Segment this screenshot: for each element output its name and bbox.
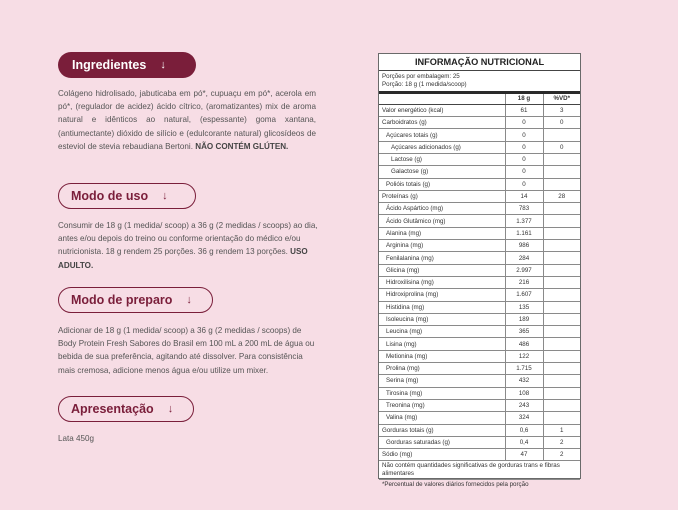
nutrient-amount: 189: [505, 313, 543, 325]
nutrition-row: [379, 375, 580, 387]
nutrient-name: Hidroxiprolina (mg): [379, 289, 505, 301]
nutrient-name: Gorduras totais (g): [379, 424, 505, 436]
apresentacao-title: Apresentação: [71, 402, 154, 416]
nutrition-row: [379, 154, 580, 166]
modo-uso-title: Modo de uso: [71, 189, 149, 203]
nutrient-daily-value: [543, 203, 580, 215]
nutrient-amount: 108: [505, 387, 543, 399]
nutrient-daily-value: 28: [543, 190, 580, 202]
chevron-down-icon: ↓: [167, 402, 174, 415]
nutrition-row: [379, 350, 580, 362]
modo-uso-button[interactable]: [58, 183, 196, 209]
nutrient-amount: 0: [505, 166, 543, 178]
modo-uso-adult-note: USO ADULTO.: [58, 247, 308, 270]
nutrient-name: Tirosina (mg): [379, 387, 505, 399]
daily-value-column-header: %VD*: [543, 94, 580, 105]
nutrient-daily-value: 2: [543, 449, 580, 461]
modo-preparo-title: Modo de preparo: [71, 293, 173, 307]
nutrient-name: Fenilalanina (mg): [379, 252, 505, 264]
chevron-down-icon: ↓: [162, 189, 168, 202]
nutrient-amount: 216: [505, 276, 543, 288]
nutrient-name: Carboidratos (g): [379, 117, 505, 129]
ingredientes-body: Colágeno hidrolisado, jabuticaba em pó*, cupuaçu em pó*, acerola em pó*, (regulador de acidez) ácido cítrico, (aromatizantes) mix de aroma natural e idênticos ao natural, (espessante) goma xantana, (antiumectante) dióxido de silício e (edulcorante natural) glicosídeos de esteviol de stevia rebaudiana Bertoni.: [58, 89, 316, 151]
nutrient-name: Leucina (mg): [379, 326, 505, 338]
modo-preparo-section: [58, 287, 320, 377]
nutrient-amount: 2.997: [505, 264, 543, 276]
modo-preparo-text: Adicionar de 18 g (1 medida/ scoop) a 36 g (2 medidas / scoops) de Body Protein Fresh Sabores do Brasil em 100 mL a 200 mL de água ou bebida de sua preferência, agitando até dissolver. Para consistência mais cremosa, adicione menos água e/ou utilize um mixer.: [58, 326, 315, 375]
nutrition-row: [379, 363, 580, 375]
modo-uso-section: [58, 183, 320, 272]
nutrition-header-row: [379, 94, 580, 105]
nutrition-title: INFORMAÇÃO NUTRICIONAL: [379, 54, 580, 71]
nutrient-daily-value: [543, 289, 580, 301]
nutrient-name: Ácido Aspártico (mg): [379, 203, 505, 215]
modo-uso-text: [58, 219, 320, 272]
nutrient-amount: 986: [505, 240, 543, 252]
nutrition-row: [379, 436, 580, 448]
nutrient-amount: 1.607: [505, 289, 543, 301]
ingredientes-gluten-note: NÃO CONTÉM GLÚTEN.: [195, 141, 289, 151]
nutrient-amount: 783: [505, 203, 543, 215]
nutrient-amount: 0: [505, 117, 543, 129]
nutrition-row: [379, 215, 580, 227]
nutrition-row: [379, 276, 580, 288]
nutrition-row: [379, 190, 580, 202]
nutrient-daily-value: [543, 215, 580, 227]
nutrient-daily-value: [543, 387, 580, 399]
nutrition-row: [379, 264, 580, 276]
nutrient-name: Açúcares adicionados (g): [379, 141, 505, 153]
nutrient-amount: 1.161: [505, 227, 543, 239]
nutrient-amount: 47: [505, 449, 543, 461]
nutrition-grid: [379, 94, 580, 462]
nutrient-amount: 1.715: [505, 363, 543, 375]
nutrient-name: Valor energético (kcal): [379, 104, 505, 116]
nutrient-amount: 14: [505, 190, 543, 202]
nutrition-facts-table: [378, 53, 581, 489]
chevron-down-icon: ↓: [186, 293, 192, 306]
nutrient-name: Valina (mg): [379, 412, 505, 424]
nutrient-name: Alanina (mg): [379, 227, 505, 239]
nutrient-daily-value: [543, 178, 580, 190]
nutrient-amount: 365: [505, 326, 543, 338]
nutrient-amount: 135: [505, 301, 543, 313]
ingredientes-text: [58, 87, 316, 153]
nutrient-daily-value: 2: [543, 436, 580, 448]
nutrient-daily-value: [543, 363, 580, 375]
nutrient-daily-value: 1: [543, 424, 580, 436]
nutrition-row: [379, 252, 580, 264]
ingredientes-section: [58, 52, 316, 153]
nutrition-row: [379, 141, 580, 153]
nutrient-amount: 0: [505, 178, 543, 190]
nutrient-amount: 486: [505, 338, 543, 350]
nutrient-amount: 0: [505, 141, 543, 153]
nutrient-amount: 284: [505, 252, 543, 264]
nutrient-amount: 0,6: [505, 424, 543, 436]
nutrient-name: Galactose (g): [379, 166, 505, 178]
nutrient-daily-value: [543, 375, 580, 387]
nutrient-daily-value: [543, 326, 580, 338]
nutrient-daily-value: [543, 166, 580, 178]
nutrient-amount: 243: [505, 399, 543, 411]
nutrient-name: Histidina (mg): [379, 301, 505, 313]
nutrition-row: [379, 227, 580, 239]
nutrition-row: [379, 129, 580, 141]
nutrient-name: Polióis totais (g): [379, 178, 505, 190]
apresentacao-section: [58, 396, 194, 445]
modo-uso-body: Consumir de 18 g (1 medida/ scoop) a 36 g (2 medidas / scoops) ao dia, antes e/ou depois do treino ou conforme orientação do médico e/ou nutricionista. 18 g rendem 25 porções. 36 g rendem 13 porções.: [58, 221, 318, 257]
nutrition-row: [379, 203, 580, 215]
nutrient-amount: 0: [505, 154, 543, 166]
nutrient-name: Proteínas (g): [379, 190, 505, 202]
nutrient-name: Treonina (mg): [379, 399, 505, 411]
nutrient-name: Isoleucina (mg): [379, 313, 505, 325]
nutrient-daily-value: [543, 301, 580, 313]
nutrient-daily-value: [543, 276, 580, 288]
apresentacao-text: Lata 450g: [58, 434, 95, 443]
nutrient-name: Gorduras saturadas (g): [379, 436, 505, 448]
nutrition-row: [379, 178, 580, 190]
nutrient-name: Glicina (mg): [379, 264, 505, 276]
nutrient-amount: 1.377: [505, 215, 543, 227]
nutrient-name: Lisina (mg): [379, 338, 505, 350]
ingredientes-title: Ingredientes: [72, 58, 147, 72]
nutrition-footnote: Não contém quantidades significativas de gorduras trans e fibras alimentares: [379, 461, 580, 480]
nutrient-name: Metionina (mg): [379, 350, 505, 362]
amount-column-header: 18 g: [505, 94, 543, 105]
nutrient-amount: 324: [505, 412, 543, 424]
nutrient-name: Lactose (g): [379, 154, 505, 166]
nutrient-daily-value: 0: [543, 117, 580, 129]
nutrient-amount: 122: [505, 350, 543, 362]
nutrient-daily-value: [543, 313, 580, 325]
nutrition-row: [379, 387, 580, 399]
nutrition-row: [379, 166, 580, 178]
nutrition-row: [379, 289, 580, 301]
nutrient-daily-value: [543, 350, 580, 362]
nutrient-name: Prolina (mg): [379, 363, 505, 375]
nutrient-amount: 0: [505, 129, 543, 141]
nutrient-daily-value: [543, 264, 580, 276]
nutrition-row: [379, 424, 580, 436]
nutrient-daily-value: [543, 240, 580, 252]
nutrition-row: [379, 117, 580, 129]
nutrition-row: [379, 412, 580, 424]
nutrient-daily-value: 0: [543, 141, 580, 153]
nutrient-daily-value: 3: [543, 104, 580, 116]
nutrient-amount: 0,4: [505, 436, 543, 448]
nutrition-row: [379, 399, 580, 411]
nutrient-daily-value: [543, 252, 580, 264]
servings-per-package: Porções por embalagem: 25: [382, 73, 460, 80]
apresentacao-button[interactable]: [58, 396, 194, 422]
nutrient-amount: 432: [505, 375, 543, 387]
nutrient-daily-value: [543, 399, 580, 411]
nutrient-amount: 61: [505, 104, 543, 116]
nutrient-daily-value: [543, 129, 580, 141]
nutrient-daily-value: [543, 412, 580, 424]
nutrient-name: Hidroxilisina (mg): [379, 276, 505, 288]
nutrition-row: [379, 104, 580, 116]
nutrient-name: Açúcares totais (g): [379, 129, 505, 141]
nutrition-row: [379, 338, 580, 350]
serving-size: Porção: 18 g (1 medida/scoop): [382, 81, 467, 89]
nutrition-row: [379, 240, 580, 252]
nutrient-name: Arginina (mg): [379, 240, 505, 252]
nutrient-name: Ácido Glutâmico (mg): [379, 215, 505, 227]
nutrient-daily-value: [543, 154, 580, 166]
daily-value-footnote: *Percentual de valores diários fornecidos pela porção: [382, 481, 529, 489]
ingredientes-button[interactable]: [58, 52, 196, 78]
chevron-down-icon: ↓: [160, 58, 166, 71]
nutrient-name: Serina (mg): [379, 375, 505, 387]
nutrient-daily-value: [543, 227, 580, 239]
modo-preparo-button[interactable]: [58, 287, 213, 313]
nutrition-row: [379, 326, 580, 338]
nutrition-row: [379, 449, 580, 461]
nutrition-row: [379, 301, 580, 313]
nutrition-row: [379, 313, 580, 325]
nutrient-name: Sódio (mg): [379, 449, 505, 461]
nutrient-daily-value: [543, 338, 580, 350]
